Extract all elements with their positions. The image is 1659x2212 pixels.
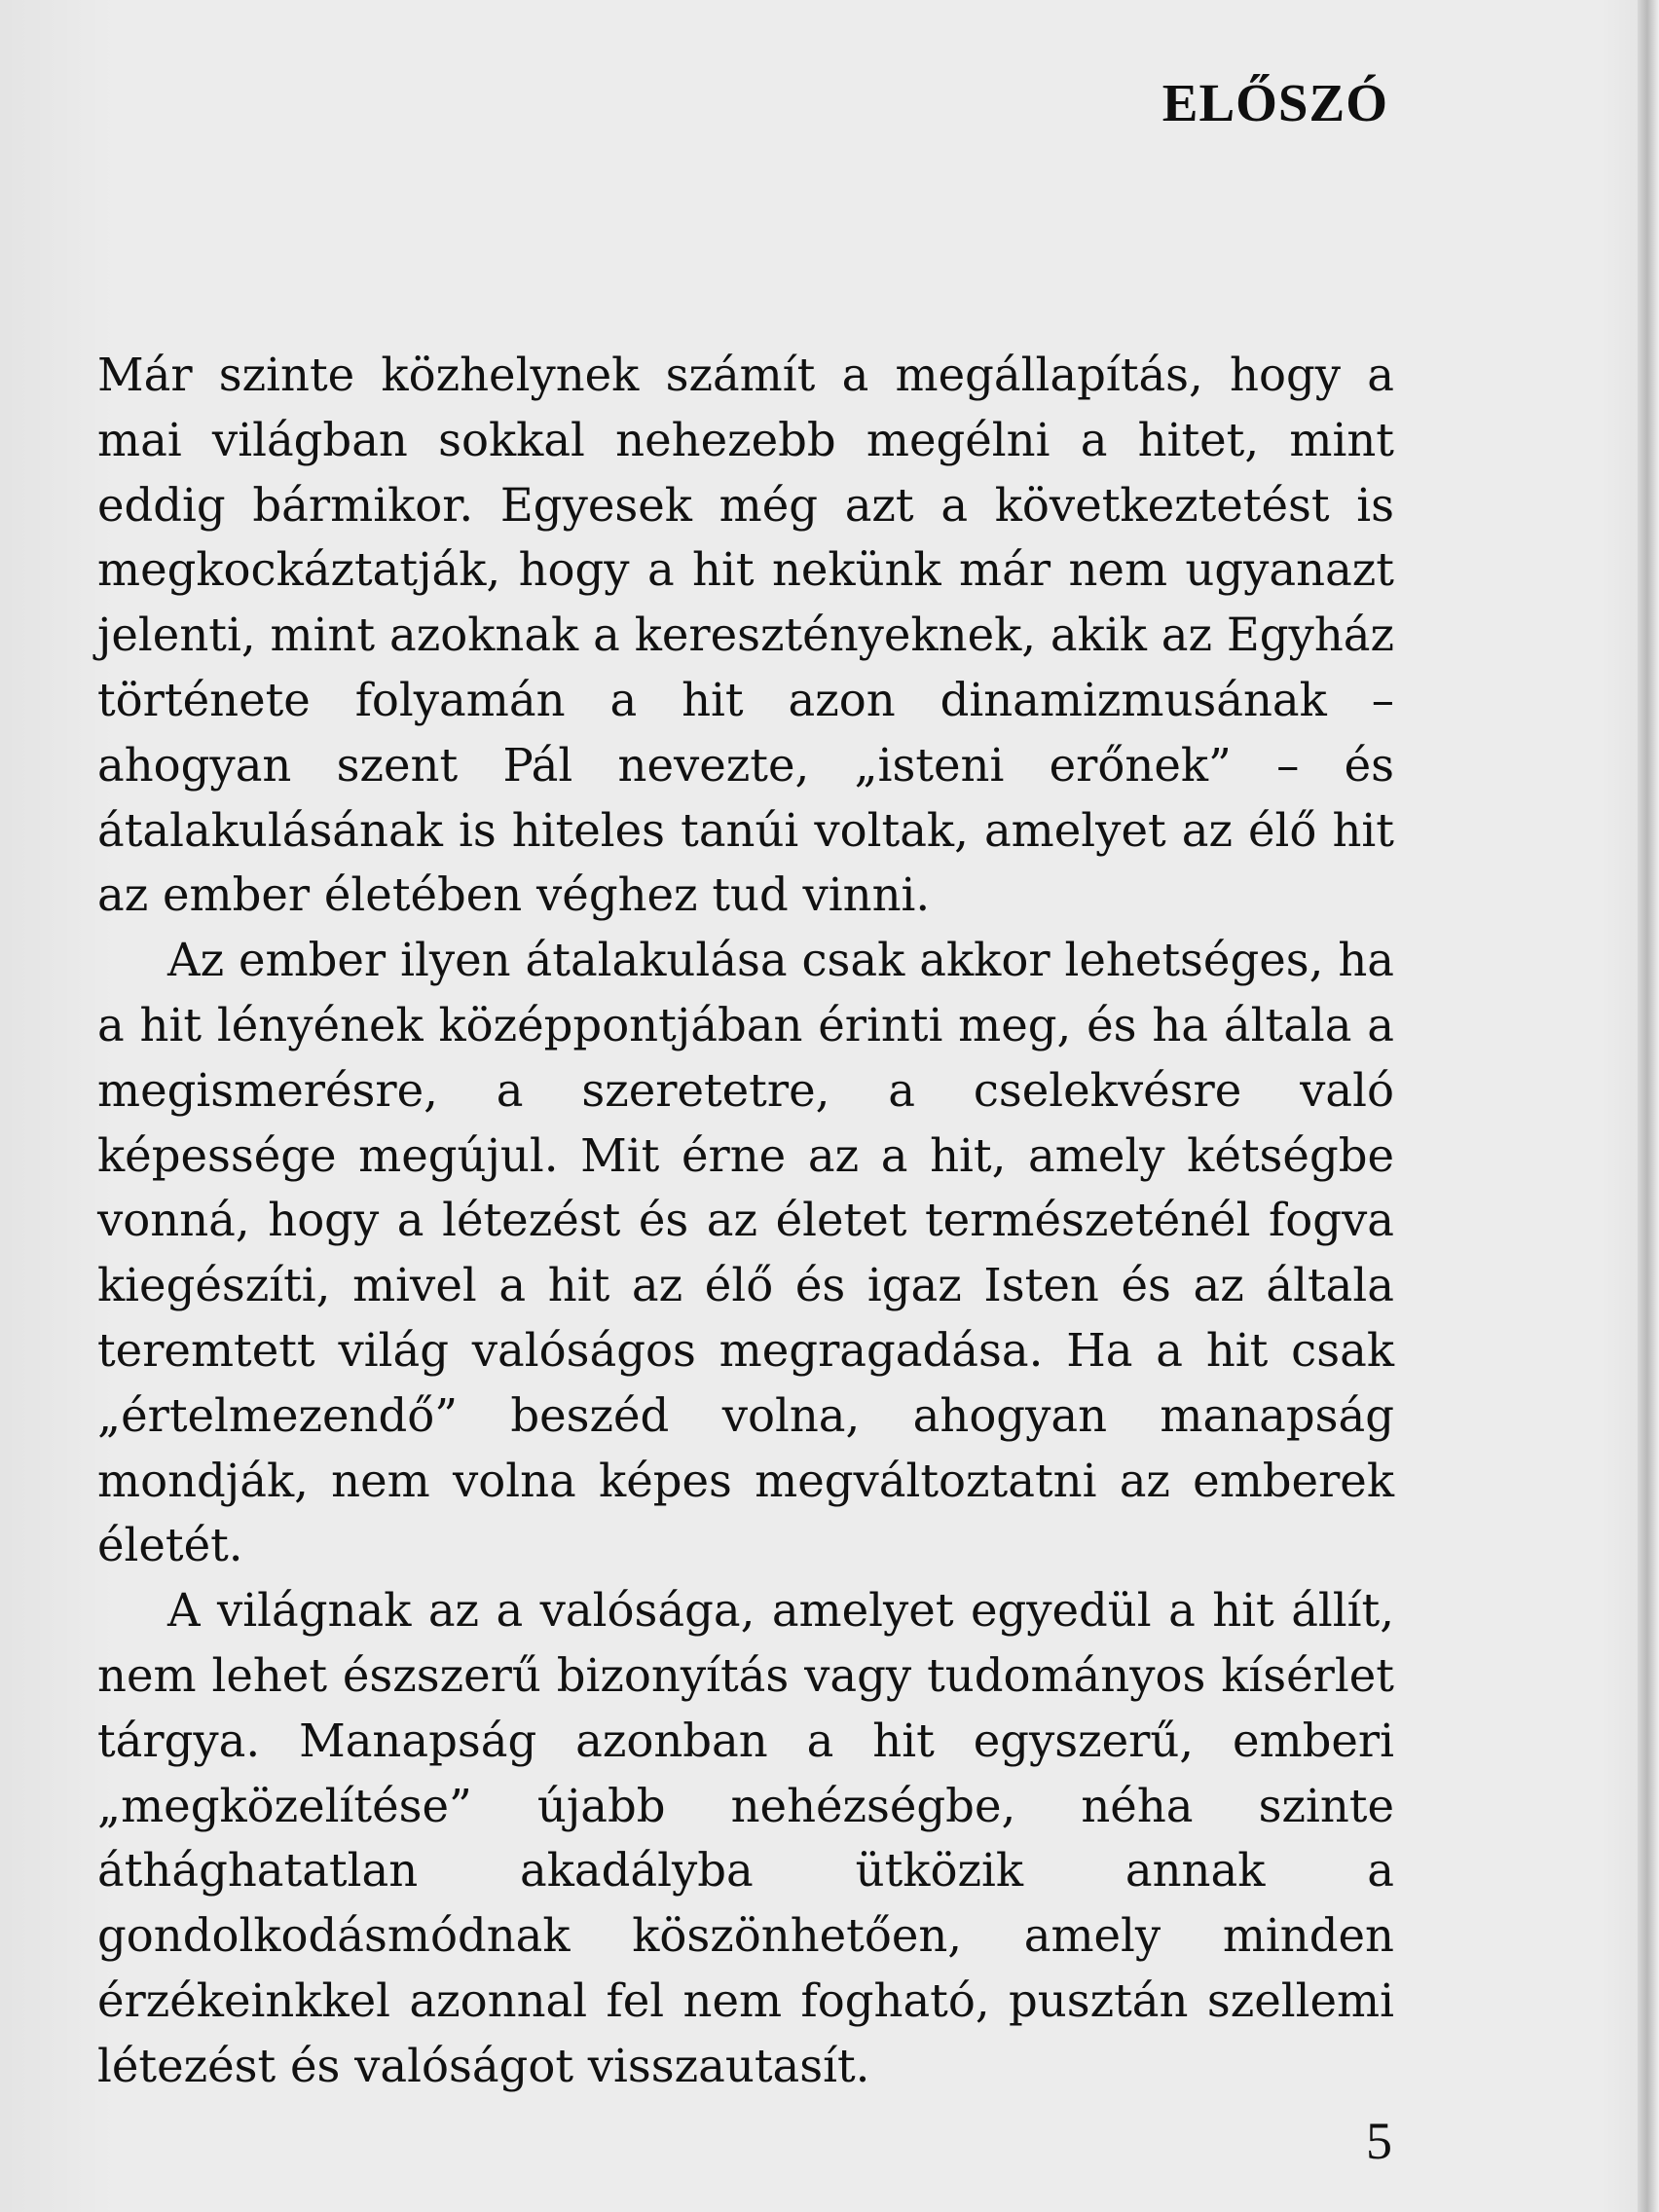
paragraph-1: Már szinte közhelynek számít a megállapítás, hogy a mai világban sokkal nehezebb megélni a hitet, mint eddig bármikor. Egyesek még azt a következtetést is megkockáztatják, hogy a hit nekünk már nem ugyanazt jelenti, mint azoknak a keresztényeknek, akik az Egyház története folyamán a hit azon dinamizmusának – ahogyan szent Pál nevezte, „isteni erőnek” – és átalakulásának is hiteles tanúi voltak, amelyet az élő hit az ember életében véghez tud vinni. <box>97 349 1394 922</box>
paragraph-2: Az ember ilyen átalakulása csak akkor lehetséges, ha a hit lényének középpontjában érinti meg, és ha általa a megismerésre, a szeretetre, a cselekvésre való képessége megújul. Mit érne az a hit, amely kétségbe vonná, hogy a létezést és az életet természeténél fogva kiegészíti, mivel a hit az élő és igaz Isten és az általa teremtett világ valóságos megragadása. Ha a hit csak „értelmezendő” beszéd volna, ahogyan manapság mondják, nem volna képes megváltoztatni az emberek életét. <box>97 934 1394 1572</box>
paragraph-3: A világnak az a valósága, amelyet egyedül a hit állít, nem lehet észszerű bizonyítás vagy tudományos kísérlet tárgya. Manapság azonban a hit egyszerű, emberi „megközelítése” újabb nehézségbe, néha szinte áthághatatlan akadályba ütközik annak a gondolkodásmódnak köszönhetően, amely minden érzékeinkkel azonnal fel nem fogható, pusztán szellemi létezést és valóságot visszautasít. <box>97 1584 1394 2092</box>
page-number: 5 <box>1366 2112 1392 2170</box>
chapter-title: ELŐSZÓ <box>1161 73 1388 132</box>
body-text <box>97 343 1394 2099</box>
page-edge-shadow <box>1638 0 1659 2212</box>
